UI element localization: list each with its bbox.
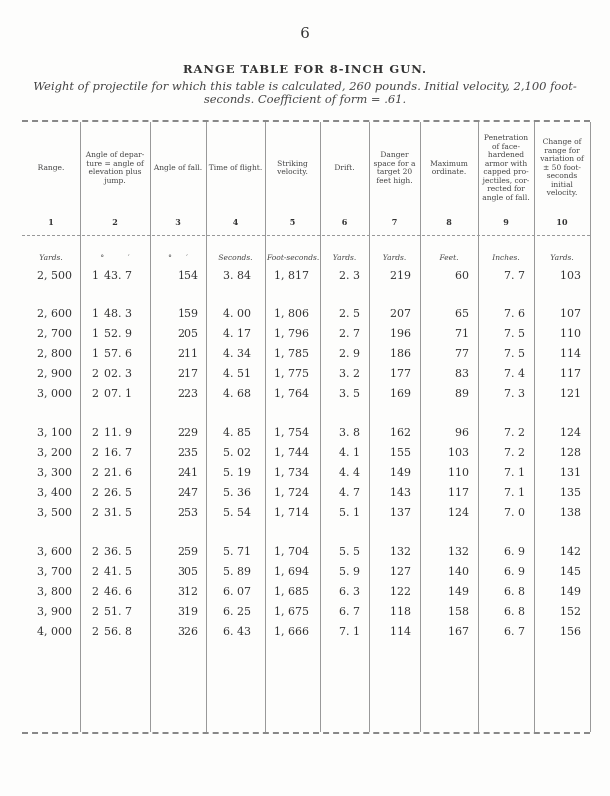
table-cell: 2. 7 (339, 327, 360, 340)
table-cell: 1, 817 (274, 269, 309, 282)
table-cell: 77 (455, 347, 469, 360)
table-row (22, 269, 590, 285)
table-cell: 2, 600 (37, 307, 72, 320)
table-cell: 2, 500 (37, 269, 72, 282)
table-cell: 7. 1 (504, 466, 525, 479)
table-cell: 05 (184, 327, 198, 340)
table-cell: 19 (184, 605, 198, 618)
column-header: Maximum ordinate. (430, 158, 468, 176)
table-cell: 1, 734 (274, 466, 309, 479)
table-cell: 59 (184, 307, 198, 320)
table-cell: 56. 8 (104, 625, 132, 638)
table-cell: 2 (178, 446, 185, 459)
table-cell: 3 (178, 585, 185, 598)
table-cell: 51. 7 (104, 605, 132, 618)
table-cell: 1 (178, 307, 185, 320)
column-unit: Yards. (39, 253, 63, 262)
table-cell: 26 (184, 625, 198, 638)
table-cell: 6. 7 (339, 605, 360, 618)
table-cell: 7. 5 (504, 347, 525, 360)
table-row (22, 327, 590, 343)
table-cell: 6. 07 (223, 585, 251, 598)
page-title: RANGE TABLE FOR 8-INCH GUN. (182, 62, 428, 76)
column-header: Change of range for variation of ± 50 foot-seconds initial velocity. (540, 137, 584, 198)
table-cell: 2 (92, 565, 99, 578)
table-cell: 65 (455, 307, 469, 320)
table-cell: 7. 2 (504, 426, 525, 439)
table-cell: 3, 500 (37, 506, 72, 519)
table-cell: 3 (178, 625, 185, 638)
table-cell: 5. 5 (339, 545, 360, 558)
table-cell: 2 (178, 367, 185, 380)
table-cell: 7. 5 (504, 327, 525, 340)
table-cell: 83 (455, 367, 469, 380)
table-cell: 1, 744 (274, 446, 309, 459)
table-cell: 140 (448, 565, 469, 578)
table-cell: 6. 7 (504, 625, 525, 638)
column-header: Range. (37, 162, 65, 172)
table-cell: 117 (560, 367, 581, 380)
table-cell: 2 (92, 446, 99, 459)
column-header: Striking velocity. (277, 158, 308, 176)
table-cell: 6. 3 (339, 585, 360, 598)
table-cell: 2 (92, 367, 99, 380)
table-cell: 2 (178, 426, 185, 439)
table-row (22, 585, 590, 601)
table-cell: 7. 0 (504, 506, 525, 519)
subtitle-line-2: seconds. Coefficient of form = .61. (203, 92, 407, 106)
column-header: Time of flight. (208, 162, 263, 172)
table-cell: 17 (184, 367, 198, 380)
column-number: 10 (556, 217, 568, 227)
table-cell: 7. 2 (504, 446, 525, 459)
table-cell: 110 (448, 466, 469, 479)
table-cell: 128 (560, 446, 581, 459)
table-cell: 3, 400 (37, 486, 72, 499)
table-cell: 167 (448, 625, 469, 638)
table-cell: 3, 300 (37, 466, 72, 479)
column-number: 1 (48, 217, 54, 227)
table-cell: 7. 1 (339, 625, 360, 638)
table-cell: 7. 7 (504, 269, 525, 282)
table-cell: 2. 9 (339, 347, 360, 360)
table-cell: 48. 3 (104, 307, 132, 320)
column-unit: Yards. (550, 253, 574, 262)
column-header: Angle of depar-ture = angle of elevation plus jump. (85, 150, 145, 185)
table-cell: 4, 000 (37, 625, 72, 638)
table-cell: 7. 1 (504, 486, 525, 499)
table-cell: 2, 900 (37, 367, 72, 380)
table-cell: 7. 4 (504, 367, 525, 380)
table-cell: 2 (178, 327, 185, 340)
column-unit: Seconds. (218, 253, 253, 262)
table-cell: 96 (455, 426, 469, 439)
table-cell: 1, 685 (274, 585, 309, 598)
table-cell: 2 (178, 486, 185, 499)
table-cell: 4. 51 (223, 367, 251, 380)
table-cell: 121 (560, 387, 581, 400)
table-cell: 2. 5 (339, 307, 360, 320)
subtitle-line-1: Weight of projectile for which this table is calculated, 260 pounds. Initial velocity, 2,100 foot- (33, 79, 577, 93)
table-cell: 1, 785 (274, 347, 309, 360)
table-cell: 137 (390, 506, 411, 519)
table-cell: 07. 1 (104, 387, 132, 400)
table-cell: 103 (448, 446, 469, 459)
column-number: 3 (175, 217, 181, 227)
table-cell: 3 (178, 605, 185, 618)
table-cell: 05 (184, 565, 198, 578)
table-cell: 3. 84 (223, 269, 251, 282)
table-cell: 4. 17 (223, 327, 251, 340)
table-cell: 4. 00 (223, 307, 251, 320)
column-number: 4 (232, 217, 239, 227)
table-row (22, 347, 590, 363)
table-cell: 1 (178, 269, 185, 282)
table-cell: 5. 02 (223, 446, 251, 459)
table-cell: 110 (560, 327, 581, 340)
table-cell: 6. 25 (223, 605, 251, 618)
table-cell: 138 (560, 506, 581, 519)
table-cell: 3, 200 (37, 446, 72, 459)
table-cell: 4. 85 (223, 426, 251, 439)
table-cell: 16. 7 (104, 446, 132, 459)
table-cell: 1, 694 (274, 565, 309, 578)
table-cell: 2 (92, 426, 99, 439)
table-cell: 2 (92, 506, 99, 519)
table-cell: 35 (184, 446, 198, 459)
table-row (22, 625, 590, 641)
table-cell: 152 (560, 605, 581, 618)
table-cell: 5. 9 (339, 565, 360, 578)
table-cell: 6. 9 (504, 545, 525, 558)
table-cell: 155 (390, 446, 411, 459)
table-cell: 2, 700 (37, 327, 72, 340)
table-cell: 186 (390, 347, 411, 360)
table-cell: 5. 54 (223, 506, 251, 519)
table-cell: 21. 6 (104, 466, 132, 479)
table-cell: 52. 9 (104, 327, 132, 340)
table-cell: 4. 7 (339, 486, 360, 499)
column-number: 7 (391, 217, 398, 227)
table-cell: 54 (184, 269, 198, 282)
table-cell: 11. 9 (104, 426, 132, 439)
table-cell: 219 (390, 269, 411, 282)
column-unit: Feet. (439, 253, 459, 262)
table-cell: 3 (178, 565, 185, 578)
table-cell: 114 (560, 347, 581, 360)
column-divider (590, 122, 591, 732)
table-row (22, 446, 590, 462)
table-cell: 2 (178, 387, 185, 400)
table-cell: 156 (560, 625, 581, 638)
column-header: Angle of fall. (153, 162, 203, 172)
column-number: 8 (446, 217, 452, 227)
table-row (22, 387, 590, 403)
table-cell: 169 (390, 387, 411, 400)
column-number: 6 (341, 217, 348, 227)
table-cell: 02. 3 (104, 367, 132, 380)
table-cell: 2 (92, 545, 99, 558)
table-cell: 149 (448, 585, 469, 598)
table-cell: 5. 71 (223, 545, 251, 558)
table-cell: 207 (390, 307, 411, 320)
column-unit: Foot-seconds. (267, 253, 320, 262)
table-cell: 149 (560, 585, 581, 598)
column-header: Danger space for a target 20 feet high. (373, 150, 416, 185)
table-cell: 162 (390, 426, 411, 439)
table-cell: 7. 3 (504, 387, 525, 400)
header-divider (22, 235, 590, 236)
column-unit: Yards. (382, 253, 407, 262)
range-table (22, 120, 590, 734)
table-cell: 2 (92, 625, 99, 638)
table-cell: 71 (455, 327, 469, 340)
table-row (22, 466, 590, 482)
table-cell: 107 (560, 307, 581, 320)
table-cell: 2 (178, 466, 185, 479)
table-cell: 1 (92, 347, 99, 360)
table-cell: 4. 34 (223, 347, 251, 360)
table-cell: 6. 9 (504, 565, 525, 578)
table-cell: 2. 3 (339, 269, 360, 282)
table-cell: 3. 5 (339, 387, 360, 400)
page-number: 6 (300, 24, 310, 42)
table-cell: 2 (92, 585, 99, 598)
table-cell: 57. 6 (104, 347, 132, 360)
table-cell: 53 (184, 506, 198, 519)
table-cell: 23 (184, 387, 198, 400)
table-cell: 31. 5 (104, 506, 132, 519)
table-cell: 43. 7 (104, 269, 132, 282)
table-cell: 2 (92, 486, 99, 499)
subtitle (20, 80, 590, 106)
table-cell: 196 (390, 327, 411, 340)
table-cell: 142 (560, 545, 581, 558)
table-cell: 158 (448, 605, 469, 618)
table-cell: 124 (560, 426, 581, 439)
table-cell: 1, 775 (274, 367, 309, 380)
column-header: Drift. (334, 162, 355, 172)
table-cell: 11 (184, 347, 198, 360)
table-cell: 114 (390, 625, 411, 638)
table-cell: 118 (390, 605, 411, 618)
table-cell: 7. 6 (504, 307, 525, 320)
table-cell: 122 (390, 585, 411, 598)
table-cell: 3, 700 (37, 565, 72, 578)
table-row (22, 307, 590, 323)
table-cell: 1, 764 (274, 387, 309, 400)
table-cell: 1, 806 (274, 307, 309, 320)
table-cell: 2, 800 (37, 347, 72, 360)
table-cell: 1, 724 (274, 486, 309, 499)
table-cell: 2 (92, 605, 99, 618)
table-cell: 36. 5 (104, 545, 132, 558)
table-cell: 2 (178, 347, 185, 360)
column-number: 5 (289, 217, 296, 227)
table-row (22, 486, 590, 502)
table-row (22, 426, 590, 442)
table-cell: 89 (455, 387, 469, 400)
table-cell: 60 (455, 269, 469, 282)
table-cell: 46. 6 (104, 585, 132, 598)
table-cell: 2 (92, 466, 99, 479)
table-cell: 3, 600 (37, 545, 72, 558)
table-row (22, 545, 590, 561)
table-cell: 3, 000 (37, 387, 72, 400)
column-unit: ° ′ (100, 253, 130, 262)
column-number: 2 (112, 217, 118, 227)
table-cell: 132 (448, 545, 469, 558)
table-cell: 3. 8 (339, 426, 360, 439)
table-cell: 1 (92, 269, 99, 282)
table-cell: 145 (560, 565, 581, 578)
table-cell: 41 (184, 466, 198, 479)
table-cell: 41. 5 (104, 565, 132, 578)
table-cell: 5. 89 (223, 565, 251, 578)
table-cell: 6. 43 (223, 625, 251, 638)
table-cell: 47 (184, 486, 198, 499)
table-cell: 4. 1 (339, 446, 360, 459)
table-cell: 4. 4 (339, 466, 360, 479)
table-cell: 6. 8 (504, 605, 525, 618)
table-cell: 132 (390, 545, 411, 558)
table-cell: 4. 68 (223, 387, 251, 400)
table-cell: 1 (92, 307, 99, 320)
table-cell: 3, 800 (37, 585, 72, 598)
table-cell: 135 (560, 486, 581, 499)
table-cell: 2 (178, 506, 185, 519)
table-cell: 103 (560, 269, 581, 282)
table-cell: 5. 36 (223, 486, 251, 499)
table-row (22, 506, 590, 522)
table-cell: 5. 1 (339, 506, 360, 519)
table-cell: 12 (184, 585, 198, 598)
table-cell: 3. 2 (339, 367, 360, 380)
table-cell: 2 (178, 545, 185, 558)
table-cell: 177 (390, 367, 411, 380)
table-cell: 3, 900 (37, 605, 72, 618)
table-cell: 3, 100 (37, 426, 72, 439)
table-row (22, 605, 590, 621)
table-cell: 6. 8 (504, 585, 525, 598)
table-cell: 26. 5 (104, 486, 132, 499)
column-header: Penetration of face-hardened armor with capped pro-jectiles, cor-rected for angle of fall. (482, 133, 530, 202)
table-cell: 29 (184, 426, 198, 439)
column-unit: ° ′ (168, 253, 188, 262)
table-cell: 1, 675 (274, 605, 309, 618)
table-cell: 1, 704 (274, 545, 309, 558)
table-cell: 1 (92, 327, 99, 340)
column-number: 9 (503, 217, 509, 227)
table-row (22, 367, 590, 383)
table-cell: 5. 19 (223, 466, 251, 479)
table-cell: 2 (92, 387, 99, 400)
table-cell: 59 (184, 545, 198, 558)
table-cell: 149 (390, 466, 411, 479)
column-unit: Inches. (492, 253, 520, 262)
table-cell: 1, 666 (274, 625, 309, 638)
table-cell: 1, 714 (274, 506, 309, 519)
table-cell: 1, 754 (274, 426, 309, 439)
table-cell: 1, 796 (274, 327, 309, 340)
table-cell: 117 (448, 486, 469, 499)
table-row (22, 565, 590, 581)
column-unit: Yards. (332, 253, 357, 262)
table-cell: 131 (560, 466, 581, 479)
table-cell: 124 (448, 506, 469, 519)
table-cell: 127 (390, 565, 411, 578)
table-cell: 143 (390, 486, 411, 499)
